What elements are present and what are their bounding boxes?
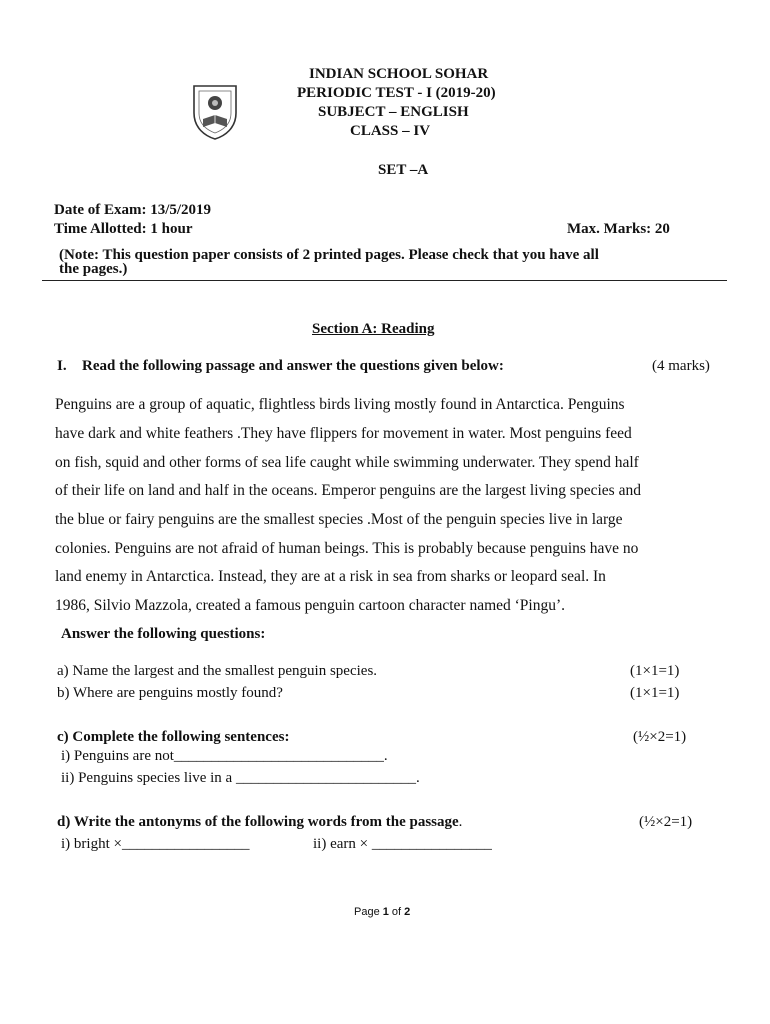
test-title: PERIODIC TEST - I (2019-20) xyxy=(297,85,496,101)
passage-line: colonies. Penguins are not afraid of human beings. This is probably because penguins have no xyxy=(55,540,639,557)
passage-line: of their life on land and half in the oceans. Emperor penguins are the largest living species and xyxy=(55,482,641,499)
note-line-2: the pages.) xyxy=(59,261,128,277)
page-total: 2 xyxy=(404,906,411,918)
section-title: Section A: Reading xyxy=(312,321,435,337)
passage-line: land enemy in Antarctica. Instead, they are at a risk in sea from sharks or leopard seal. In xyxy=(55,568,606,585)
set-label: SET –A xyxy=(378,162,429,178)
question-c-ii: ii) Penguins species live in a ________________________. xyxy=(61,770,420,786)
question-c-heading: c) Complete the following sentences: xyxy=(57,729,290,745)
school-name: INDIAN SCHOOL SOHAR xyxy=(309,66,489,82)
question-d-heading-end: . xyxy=(458,814,463,830)
question-d-i: i) bright ×_________________ xyxy=(61,836,250,852)
page-number: 1 xyxy=(382,906,389,918)
answer-heading: Answer the following questions: xyxy=(61,626,266,642)
question-d-heading-text: d) Write the antonyms of the following words from the passage xyxy=(57,814,459,830)
passage-line: on fish, squid and other forms of sea life caught while swimming underwater. They spend half xyxy=(55,454,639,471)
note-line-1: (Note: This question paper consists of 2 printed pages. Please check that you have all xyxy=(59,247,599,263)
of-word: of xyxy=(388,906,405,918)
question-number: I. xyxy=(57,358,67,374)
question-d-ii: ii) earn × ________________ xyxy=(313,836,492,852)
max-marks: Max. Marks: 20 xyxy=(567,221,670,237)
page-footer xyxy=(354,906,410,918)
time-allotted: Time Allotted: 1 hour xyxy=(54,221,193,237)
question-marks: (4 marks) xyxy=(652,358,710,374)
question-b: b) Where are penguins mostly found? xyxy=(57,685,283,701)
class-title: CLASS – IV xyxy=(350,123,431,139)
subject-title: SUBJECT – ENGLISH xyxy=(318,104,469,120)
header-divider xyxy=(42,280,727,281)
question-b-marks: (1×1=1) xyxy=(630,685,680,701)
question-c-marks: (½×2=1) xyxy=(633,729,687,745)
passage-line: have dark and white feathers .They have flippers for movement in water. Most penguins feed xyxy=(55,425,632,442)
question-a-marks: (1×1=1) xyxy=(630,663,680,679)
question-d-heading xyxy=(57,814,462,831)
passage-line: Penguins are a group of aquatic, flightless birds living mostly found in Antarctica. Penguins xyxy=(55,396,625,413)
question-instruction: Read the following passage and answer the questions given below: xyxy=(82,358,504,374)
passage-line: the blue or fairy penguins are the smallest species .Most of the penguin species live in large xyxy=(55,511,623,528)
question-d-marks: (½×2=1) xyxy=(639,814,693,830)
exam-date: Date of Exam: 13/5/2019 xyxy=(54,202,212,218)
page-word: Page xyxy=(354,906,383,918)
passage-line: 1986, Silvio Mazzola, created a famous penguin cartoon character named ‘Pingu’. xyxy=(55,597,566,614)
question-c-i: i) Penguins are not____________________________. xyxy=(61,748,388,764)
school-logo-icon xyxy=(190,83,240,141)
question-a: a) Name the largest and the smallest penguin species. xyxy=(57,663,378,679)
